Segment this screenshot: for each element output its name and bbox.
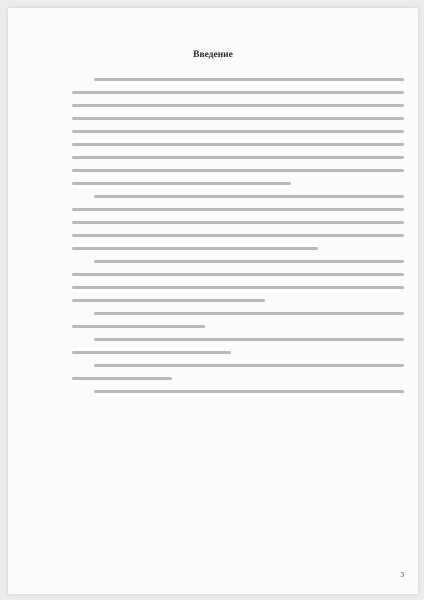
text-line-placeholder: [72, 117, 404, 120]
text-line-placeholder: [72, 377, 172, 380]
text-line-placeholder: [94, 260, 404, 263]
paragraph: [72, 195, 404, 250]
text-line-placeholder: [72, 286, 404, 289]
paragraph: [72, 390, 404, 393]
text-line-placeholder: [72, 143, 404, 146]
text-line-placeholder: [72, 169, 404, 172]
text-line-placeholder: [72, 91, 404, 94]
paragraph: [72, 78, 404, 185]
text-line-placeholder: [94, 78, 404, 81]
text-line-placeholder: [72, 299, 265, 302]
text-line-placeholder: [72, 130, 404, 133]
text-line-placeholder: [94, 195, 404, 198]
text-line-placeholder: [72, 325, 205, 328]
document-page: [8, 8, 418, 594]
text-line-placeholder: [72, 234, 404, 237]
text-line-placeholder: [72, 104, 404, 107]
text-line-placeholder: [72, 221, 404, 224]
text-line-placeholder: [94, 312, 404, 315]
text-line-placeholder: [72, 247, 318, 250]
paragraph: [72, 364, 404, 380]
text-line-placeholder: [94, 364, 404, 367]
page-number: 3: [400, 571, 404, 579]
text-line-placeholder: [72, 351, 231, 354]
paragraph: [72, 260, 404, 302]
text-line-placeholder: [72, 182, 291, 185]
paragraph: [72, 312, 404, 328]
page-heading: Введение: [193, 50, 233, 60]
text-line-placeholder: [94, 338, 404, 341]
paragraph: [72, 338, 404, 354]
text-line-placeholder: [72, 156, 404, 159]
text-line-placeholder: [72, 273, 404, 276]
text-line-placeholder: [94, 390, 404, 393]
text-line-placeholder: [72, 208, 404, 211]
body-text: [72, 68, 404, 400]
